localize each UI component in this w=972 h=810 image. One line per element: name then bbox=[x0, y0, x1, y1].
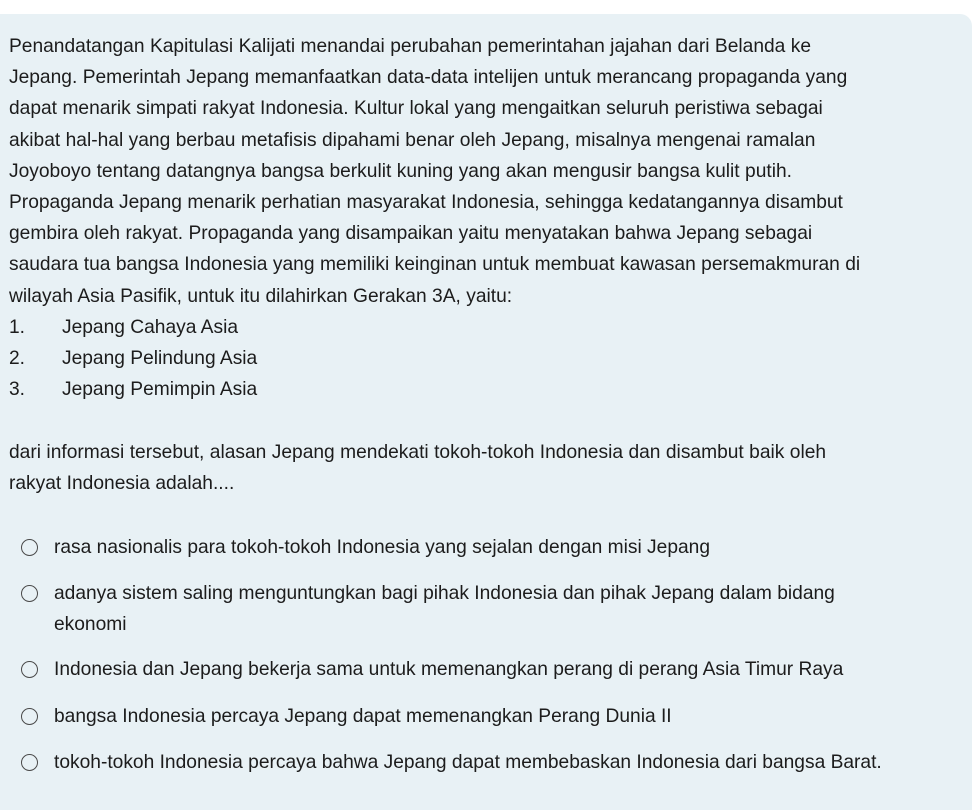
option-label[interactable]: Indonesia dan Jepang bekerja sama untuk memenangkan perang di perang Asia Timur Raya bbox=[54, 659, 844, 680]
passage-line: wilayah Asia Pasifik, untuk itu dilahirkan Gerakan 3A, yaitu: bbox=[9, 285, 513, 307]
radio-button-icon[interactable] bbox=[21, 708, 38, 725]
list-item bbox=[9, 343, 964, 374]
question-card bbox=[0, 14, 972, 810]
passage-line: saudara tua bangsa Indonesia yang memiliki keinginan untuk membuat kawasan persemakmuran di bbox=[9, 254, 861, 276]
question-content bbox=[9, 31, 964, 499]
list-item-text: Jepang Pelindung Asia bbox=[62, 348, 258, 370]
option-label-line[interactable]: ekonomi bbox=[54, 614, 127, 636]
question-line: rakyat Indonesia adalah.... bbox=[9, 473, 235, 495]
radio-button-icon[interactable] bbox=[21, 754, 38, 771]
radio-button-icon[interactable] bbox=[21, 539, 38, 556]
option-label[interactable] bbox=[54, 578, 959, 640]
option-label[interactable]: bangsa Indonesia percaya Jepang dapat memenangkan Perang Dunia II bbox=[54, 706, 672, 727]
radio-button-icon[interactable] bbox=[21, 661, 38, 678]
option-label-line[interactable]: adanya sistem saling menguntungkan bagi pihak Indonesia dan pihak Jepang dalam bidang bbox=[54, 583, 835, 604]
list-item-number: 1. bbox=[9, 316, 26, 338]
option-label[interactable]: rasa nasionalis para tokoh-tokoh Indonesia yang sejalan dengan misi Jepang bbox=[54, 537, 711, 558]
passage-line: Penandatangan Kapitulasi Kalijati menandai perubahan pemerintahan jajahan dari Belanda ke bbox=[9, 36, 812, 57]
question-line: dari informasi tersebut, alasan Jepang mendekati tokoh-tokoh Indonesia dan disambut baik oleh bbox=[9, 442, 827, 464]
radio-button-icon[interactable] bbox=[21, 585, 38, 602]
passage-line: Jepang. Pemerintah Jepang memanfaatkan data-data intelijen untuk merancang propaganda yang bbox=[9, 67, 848, 89]
passage-text bbox=[9, 31, 964, 312]
passage-line: gembira oleh rakyat. Propaganda yang disampaikan yaitu menyatakan bahwa Jepang sebagai bbox=[9, 223, 813, 245]
list-item-text: Jepang Pemimpin Asia bbox=[62, 379, 258, 401]
option-label[interactable]: tokoh-tokoh Indonesia percaya bahwa Jepang dapat membebaskan Indonesia dari bangsa Barat. bbox=[54, 752, 882, 773]
passage-line: akibat hal-hal yang berbau metafisis dipahami benar oleh Jepang, misalnya mengenai ramalan bbox=[9, 129, 816, 151]
question-prompt bbox=[9, 437, 964, 499]
list-item-number: 3. bbox=[9, 379, 26, 401]
gerakan-3a-list bbox=[9, 312, 964, 406]
list-item-number: 2. bbox=[9, 348, 26, 370]
list-item bbox=[9, 374, 964, 405]
passage-line: Joyoboyo tentang datangnya bangsa berkulit kuning yang akan mengusir bangsa kulit putih. bbox=[9, 160, 792, 182]
passage-line: dapat menarik simpati rakyat Indonesia. Kultur lokal yang mengaitkan seluruh peristiwa sebagai bbox=[9, 98, 823, 120]
list-item bbox=[9, 312, 964, 343]
passage-line: Propaganda Jepang menarik perhatian masyarakat Indonesia, sehingga kedatangannya disambut bbox=[9, 192, 843, 214]
list-item-text: Jepang Cahaya Asia bbox=[62, 316, 239, 338]
